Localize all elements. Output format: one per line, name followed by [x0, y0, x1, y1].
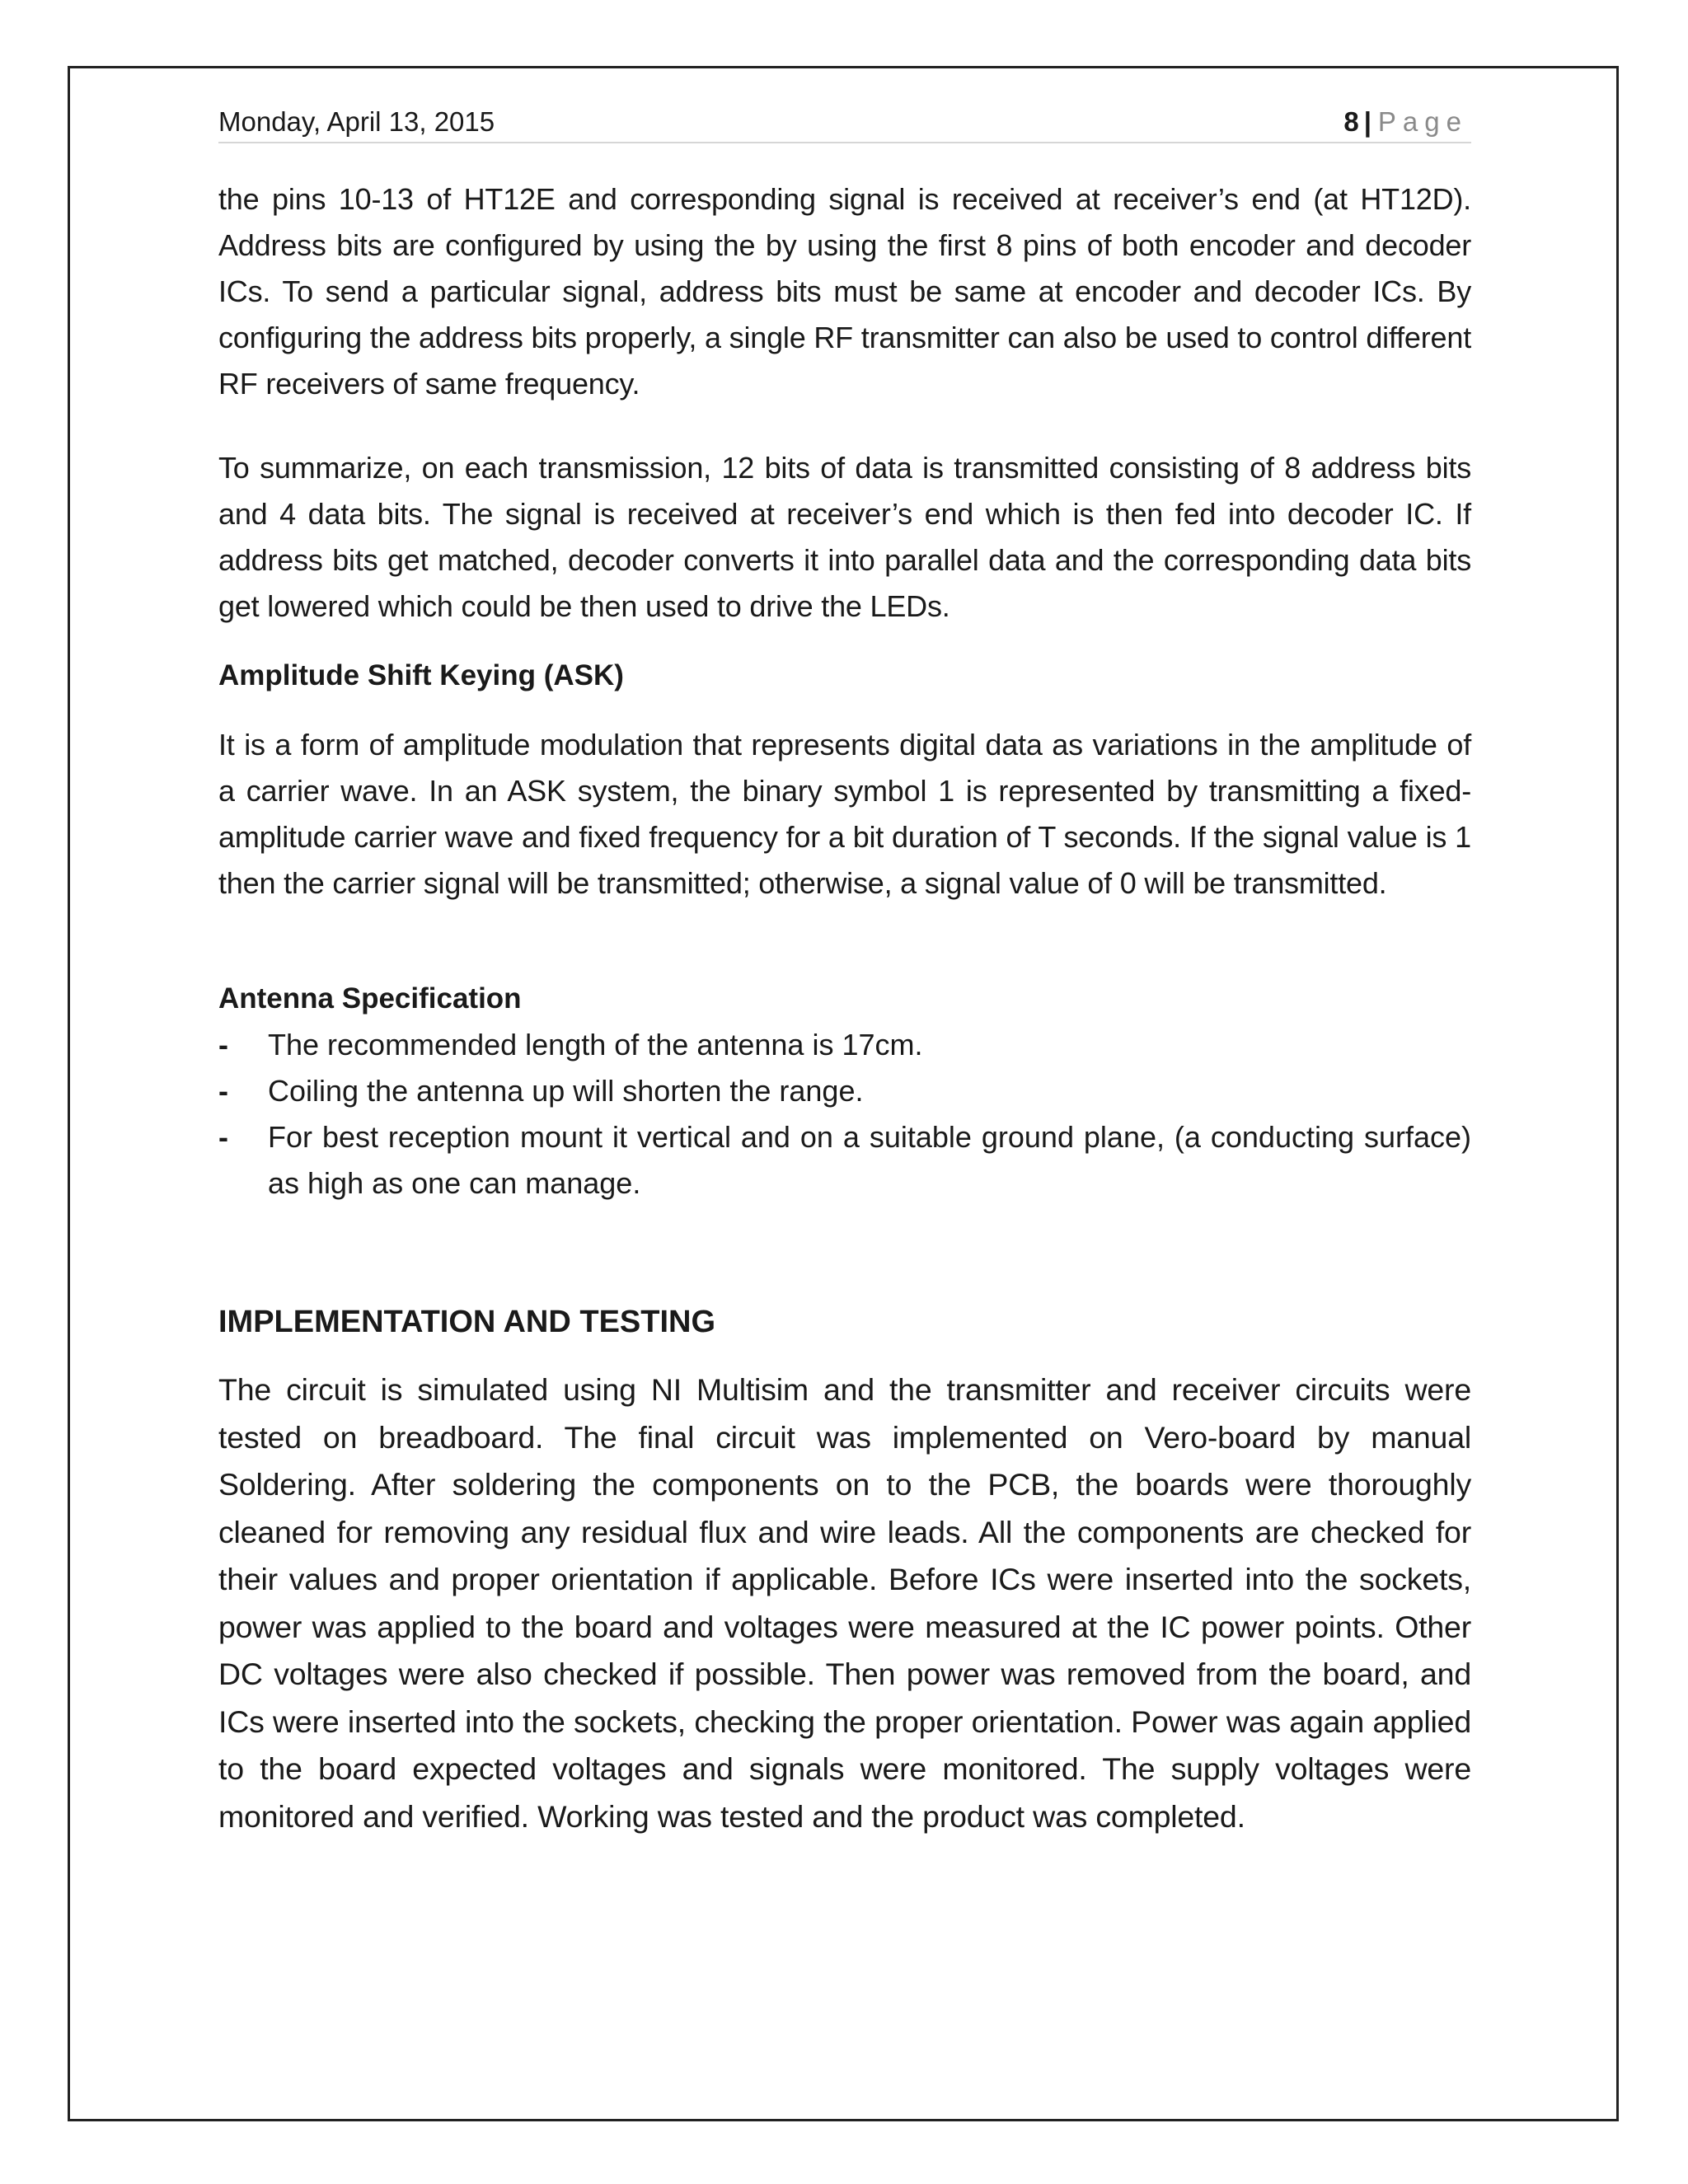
list-item — [218, 1022, 1471, 1068]
page-word: Page — [1377, 106, 1468, 137]
page-header — [218, 105, 1471, 143]
list-item — [218, 1068, 1471, 1114]
bullet-dash: - — [218, 1074, 228, 1108]
ask-body — [218, 722, 1471, 907]
implementation-body — [218, 1366, 1471, 1840]
implementation-paragraph: The circuit is simulated using NI Multisim and the transmitter and receiver circuits were tested on breadboard. The final circuit was implemented on Vero-board by manual Soldering. After soldering the components on to the PCB, the boards were thoroughly cleaned for removing any residual flux and wire leads. All the components are checked for their values and proper orientation if applicable. Before ICs were inserted into the sockets, power was applied to the board and voltages were measured at the IC power points. Other DC voltages were also checked if possible. Then power was removed from the board, and ICs were inserted into the sockets, checking the proper orientation. Power was again applied to the board expected voltages and signals were monitored. The supply voltages were monitored and verified. Working was tested and the product was completed. — [218, 1372, 1471, 1834]
list-item-text: Coiling the antenna up will shorten the range. — [268, 1074, 864, 1108]
bullet-dash: - — [218, 1028, 228, 1062]
ask-section — [218, 653, 1471, 699]
page-number: 8 — [1343, 106, 1359, 137]
page-separator: | — [1363, 106, 1372, 137]
bullet-dash: - — [218, 1120, 228, 1154]
list-item — [218, 1114, 1471, 1207]
list-item-text: For best reception mount it vertical and on a suitable ground plane, (a conducting surface) as high as one can manage. — [268, 1120, 1471, 1200]
header-page-number — [1343, 105, 1468, 138]
antenna-section — [218, 976, 1471, 1207]
ask-paragraph: It is a form of amplitude modulation that represents digital data as variations in the amplitude of a carrier wave. In an ASK system, the binary symbol 1 is represented by transmitting a fixed-amplitude carrier wave and fixed frequency for a bit duration of T seconds. If the signal value is 1 then the carrier signal will be transmitted; otherwise, a signal value of 0 will be transmitted. — [218, 728, 1471, 900]
ask-heading: Amplitude Shift Keying (ASK) — [218, 659, 624, 691]
implementation-heading: IMPLEMENTATION AND TESTING — [218, 1305, 716, 1339]
paragraph-address-bits — [218, 176, 1471, 407]
antenna-list — [218, 1022, 1471, 1207]
antenna-heading: Antenna Specification — [218, 982, 522, 1015]
paragraph-2: To summarize, on each transmission, 12 bits of data is transmitted consisting of 8 address bits and 4 data bits. The signal is received at receiver’s end which is then fed into decoder IC. If address bits get matched, decoder converts it into parallel data and the corresponding data bits get lowered which could be then used to drive the LEDs. — [218, 451, 1471, 623]
implementation-section — [218, 1299, 1471, 1345]
paragraph-1: the pins 10-13 of HT12E and corresponding signal is received at receiver’s end (at HT12D). Address bits are configured by using the by using the first 8 pins of both encoder and decoder ICs. To send a particular signal, address bits must be same at encoder and decoder ICs. By configuring the address bits properly, a single RF transmitter can also be used to control different RF receivers of same frequency. — [218, 182, 1471, 401]
header-date: Monday, April 13, 2015 — [218, 106, 495, 137]
paragraph-summary — [218, 445, 1471, 630]
list-item-text: The recommended length of the antenna is 17cm. — [268, 1028, 923, 1062]
